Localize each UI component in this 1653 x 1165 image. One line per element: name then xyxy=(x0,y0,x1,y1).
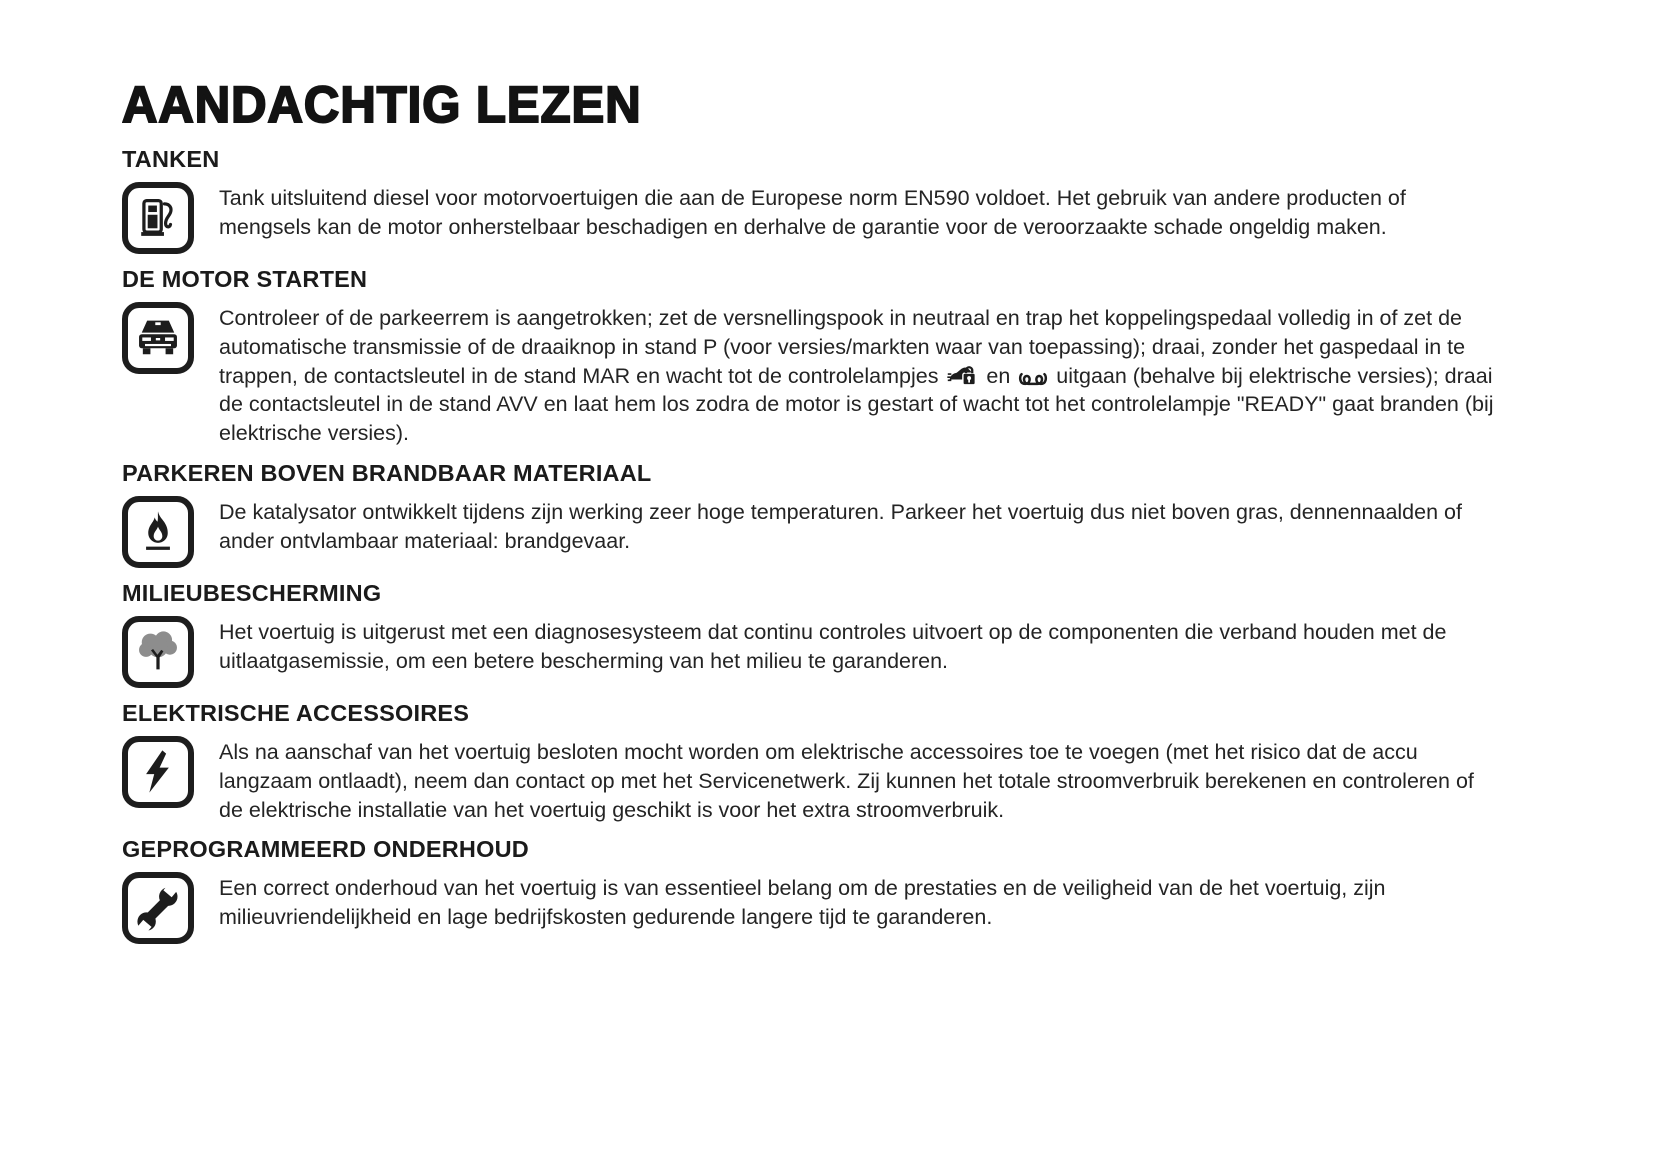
section-heading-elektrische-accessoires: ELEKTRISCHE ACCESSOIRES xyxy=(122,699,470,726)
section-tanken xyxy=(122,146,1533,254)
flame-icon xyxy=(122,496,194,568)
section-body-de-motor-starten xyxy=(219,302,1494,448)
section-heading-de-motor-starten: DE MOTOR STARTEN xyxy=(122,266,368,292)
section-body-elektrische-accessoires: Als na aanschaf van het voertuig besloten mocht worden om elektrische accessoires toe te voegen (met het risico dat de accu langzaam ontlaadt), neem dan contact op met het Servicenetwerk. Zij kunnen het totale stroomverbruik berekenen en controleren of de elektrische installatie van het voertuig geschikt is voor het extra stroomverbruik. xyxy=(219,739,1474,822)
section-heading-milieubescherming: MILIEUBESCHERMING xyxy=(122,579,382,606)
fuel-pump-icon xyxy=(122,182,194,254)
body-text-part2: en xyxy=(980,363,1017,388)
lightning-bolt-icon xyxy=(122,736,194,808)
section-body-geprogrammeerd-onderhoud: Een correct onderhoud van het voertuig is van essentieel belang om de prestaties en de veiligheid van de het voertuig, zijn milieuvriendelijkheid en lage bedrijfskosten gedurende langere tijd te garanderen. xyxy=(219,876,1386,930)
immobilizer-warning-icon xyxy=(946,362,978,388)
section-body-milieubescherming: Het voertuig is uitgerust met een diagnosesysteem dat continu controles uitvoert op de componenten die verband houden met de uitlaatgasemissie, om een betere bescherming van het milieu te garanderen. xyxy=(219,619,1447,673)
wrench-icon xyxy=(122,872,194,944)
body-text-part1: Controleer of de parkeerrem is aangetrokken; zet de versnellingspook in neutraal en trap het koppelingspedaal volledig in of zet de automatische transmissie of de draaiknop in stand P (voor versies/markten waar van toepassing); draai, zonder het gaspedaal in te trappen, de contactsleutel in de stand MAR en wacht tot de controlelampjes xyxy=(219,306,1466,388)
glow-plug-warning-icon xyxy=(1018,371,1048,388)
section-body-tanken: Tank uitsluitend diesel voor motorvoertuigen die aan de Europese norm EN590 voldoet. Het gebruik van andere producten of mengsels kan de motor onherstelbaar beschadigen en derhalve de garantie voor de veroorzaakte schade ongeldig maken. xyxy=(219,186,1406,239)
section-parkeren-boven-brandbaar-materiaal xyxy=(122,460,1533,568)
section-milieubescherming xyxy=(122,580,1533,688)
page-title: AANDACHTIG LEZEN xyxy=(122,77,642,134)
section-geprogrammeerd-onderhoud xyxy=(122,836,1533,944)
section-body-parkeren: De katalysator ontwikkelt tijdens zijn werking zeer hoge temperaturen. Parkeer het voertuig dus niet boven gras, dennennaalden of ander ontvlambaar materiaal: brandgevaar. xyxy=(219,499,1462,553)
body-text-part3: uitgaan (behalve bij elektrische versies); draai de contactsleutel in de stand AVV en laat hem los zodra de motor is gestart of wacht tot het controlelampje "READY" gaat branden (bij elektrische versies). xyxy=(219,363,1494,446)
section-heading-tanken: TANKEN xyxy=(122,146,220,172)
section-heading-geprogrammeerd-onderhoud: GEPROGRAMMEERD ONDERHOUD xyxy=(122,836,529,863)
section-de-motor-starten xyxy=(122,266,1533,448)
car-front-icon xyxy=(122,302,194,374)
section-elektrische-accessoires xyxy=(122,700,1533,824)
tree-icon xyxy=(122,616,194,688)
section-heading-parkeren: PARKEREN BOVEN BRANDBAAR MATERIAAL xyxy=(122,459,652,486)
